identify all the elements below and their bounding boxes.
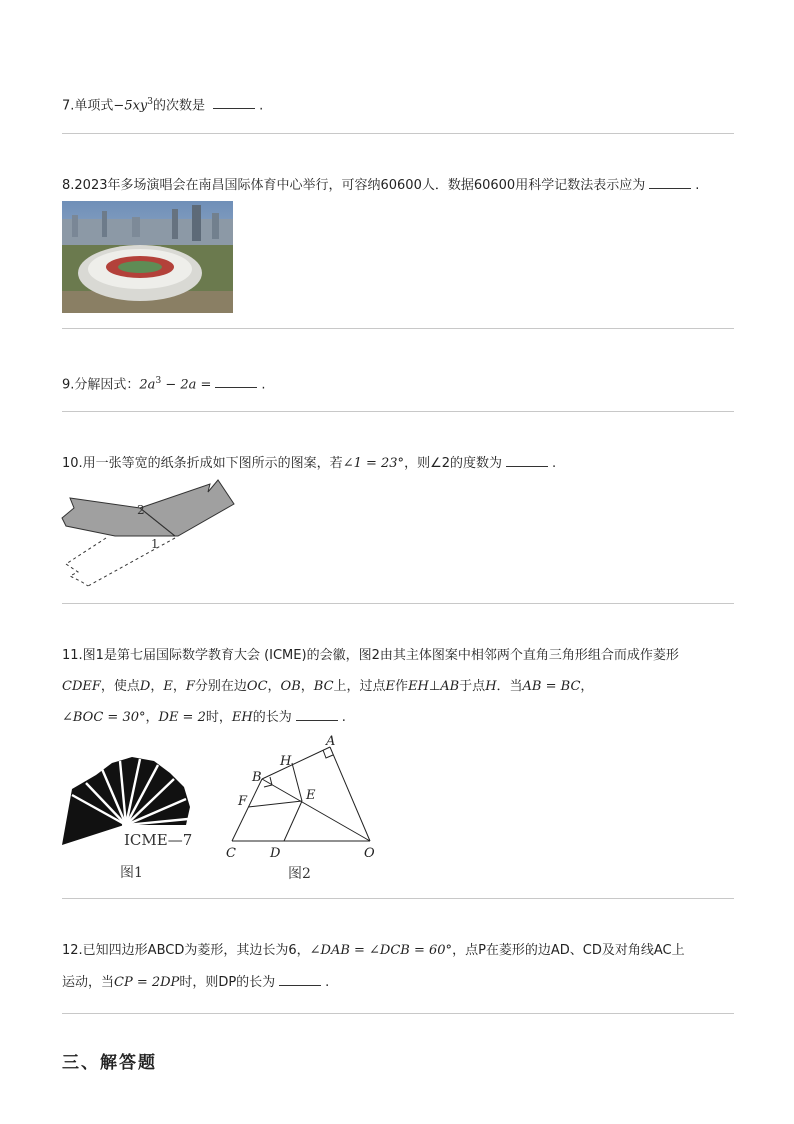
text-token: 分别在边: [194, 679, 247, 694]
text-token: ⊥: [428, 679, 441, 694]
math-token: EH: [408, 679, 429, 694]
point-D-label: D: [270, 846, 281, 861]
q7-number: 7.: [62, 98, 75, 114]
question-9: [62, 371, 734, 395]
q9-end: .: [261, 377, 266, 393]
divider: [62, 603, 734, 604]
q12-line2-a: 运动，当: [62, 975, 115, 990]
text-token: ，: [172, 679, 186, 694]
folded-strip-figure: [60, 478, 240, 590]
q7-exponent: 3: [147, 97, 153, 107]
answer-blank: [215, 375, 257, 388]
math-token: E: [163, 679, 173, 694]
answer-blank: [279, 973, 321, 986]
math-token: E: [385, 679, 396, 694]
q12-line1-b: ，点P在菱形的边AD、CD及对角线AC上: [452, 943, 685, 958]
q8-text: 8.2023年多场演唱会在南昌国际体育中心举行，可容纳60600人．数据60600用科学记数法表示应为: [62, 178, 646, 193]
text-token: ，使点: [100, 679, 140, 694]
q7-text-b: 的次数是: [153, 98, 206, 114]
question-11-line-1: [62, 646, 734, 666]
q12-line1-a: 12.已知四边形ABCD为菱形，其边长为6，: [62, 943, 310, 958]
section-heading: 三、解答题: [62, 1053, 157, 1073]
math-token: ∠BOC = 30°: [62, 710, 146, 725]
figure-1-caption: 图1: [120, 865, 143, 881]
fig-label-2: 2: [137, 503, 145, 517]
math-token: AB = BC: [522, 679, 581, 694]
q10-end: .: [552, 456, 557, 471]
divider: [62, 133, 734, 134]
question-8: [62, 176, 734, 196]
text-token: ，: [580, 679, 594, 694]
q10-angle: ∠1 = 23°: [342, 456, 405, 471]
text-token: 于点: [459, 679, 486, 694]
q12-line2-math: CP = 2DP: [114, 975, 180, 990]
math-token: BC: [313, 679, 334, 694]
text-token: ，: [300, 679, 314, 694]
q9-text: 9.分解因式：: [62, 377, 140, 393]
text-token: .: [341, 710, 346, 725]
question-11-line-3: [62, 708, 734, 728]
text-token: ，: [145, 710, 159, 725]
q9-expr-b: − 2a =: [165, 377, 212, 393]
point-B-label: B: [252, 770, 262, 785]
point-A-label: A: [326, 734, 336, 749]
text-token: 作: [395, 679, 409, 694]
math-token: H: [485, 679, 497, 694]
question-12-line-1: [62, 941, 734, 961]
q7-text-a: 单项式: [74, 98, 114, 114]
q10-text-a: 10.用一张等宽的纸条折成如下图所示的图案，若: [62, 456, 343, 471]
question-11-line-2: [62, 677, 734, 697]
point-O-label: O: [364, 846, 375, 861]
point-H-label: H: [280, 754, 292, 769]
q9-expr-a: 2a: [139, 377, 156, 393]
question-10: [62, 454, 734, 474]
divider: [62, 898, 734, 899]
q8-end: .: [695, 178, 700, 193]
fig-label-1: 1: [151, 537, 159, 551]
q11-line1: 11.图1是第七届国际数学教育大会 (ICME)的会徽，图2由其主体图案中相邻两个直角三角形组合而成作菱形: [62, 648, 679, 663]
math-token: OC: [246, 679, 268, 694]
divider: [62, 411, 734, 412]
answer-blank: [213, 96, 255, 109]
point-F-label: F: [238, 794, 248, 809]
math-token: CDEF: [62, 679, 101, 694]
figure-2-caption: 图2: [288, 866, 311, 882]
q10-text-b: ，则∠2的度数为: [404, 456, 502, 471]
geometry-figure: [222, 733, 382, 883]
text-token: 的长为: [252, 710, 292, 725]
text-token: ．当: [496, 679, 523, 694]
math-token: F: [185, 679, 195, 694]
point-C-label: C: [226, 846, 236, 861]
point-E-label: E: [306, 788, 316, 803]
answer-blank: [649, 176, 691, 189]
q12-line2-b: 时，则DP的长为: [179, 975, 276, 990]
math-token: D: [139, 679, 151, 694]
icme-logo-figure: [62, 755, 192, 883]
text-token: ，: [267, 679, 281, 694]
divider: [62, 328, 734, 329]
q7-end: .: [259, 98, 264, 114]
question-7: [62, 92, 734, 116]
text-token: 上，过点: [333, 679, 386, 694]
icme-logo-text: ICME—7: [124, 831, 193, 849]
divider: [62, 1013, 734, 1014]
q7-expression: −5xy: [113, 98, 148, 114]
text-token: ，: [150, 679, 164, 694]
answer-blank: [296, 708, 338, 721]
answer-blank: [506, 454, 548, 467]
math-token: DE = 2: [158, 710, 206, 725]
q12-line1-math: ∠DAB = ∠DCB = 60°: [309, 943, 453, 958]
math-token: AB: [440, 679, 460, 694]
math-token: EH: [231, 710, 253, 725]
q9-exponent: 3: [155, 376, 162, 386]
math-token: OB: [280, 679, 301, 694]
q12-end: .: [325, 975, 330, 990]
question-12-line-2: [62, 973, 734, 993]
text-token: 时，: [205, 710, 232, 725]
stadium-photo: [62, 201, 233, 313]
